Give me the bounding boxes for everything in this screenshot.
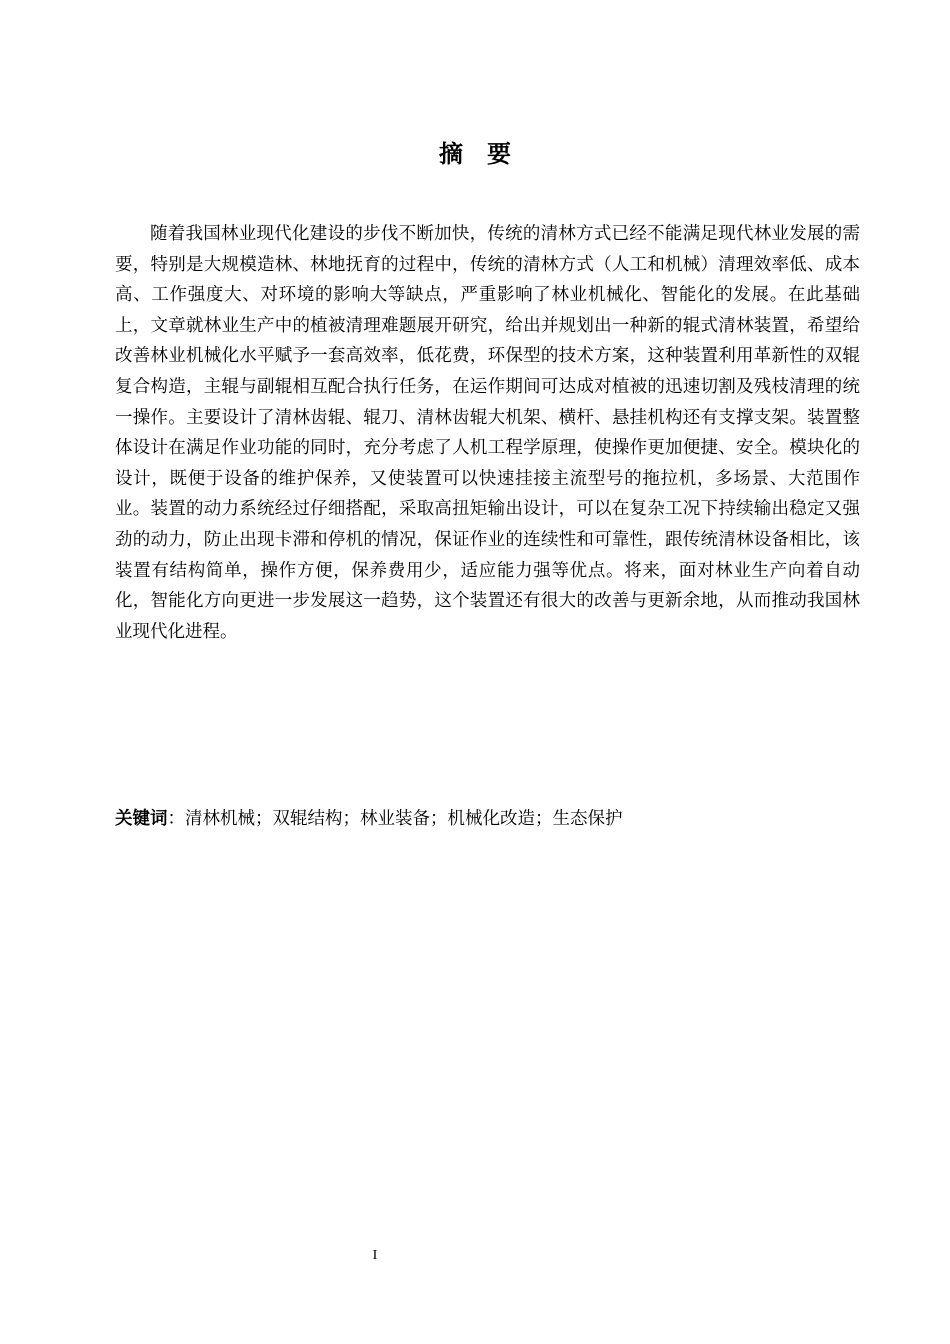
title-char-1: 摘 <box>439 140 463 168</box>
title-char-2: 要 <box>487 140 511 168</box>
keywords-label: 关键词 <box>115 809 168 829</box>
abstract-paragraph: 随着我国林业现代化建设的步伐不断加快，传统的清林方式已经不能满足现代林业发展的需要，特别是大规模造林、林地抚育的过程中，传统的清林方式（人工和机械）清理效率低、成本高、工作强度大、对环境的影响大等缺点，严重影响了林业机械化、智能化的发展。在此基础上，文章就林业生产中的植被清理难题展开研究，给出并规划出一种新的辊式清林装置，希望给改善林业机械化水平赋予一套高效率，低花费，环保型的技术方案，这种装置利用革新性的双辊复合构造，主辊与副辊相互配合执行任务，在运作期间可达成对植被的迅速切割及残枝清理的统一操作。主要设计了清林齿辊、辊刀、清林齿辊大机架、横杆、悬挂机构还有支撑支架。装置整体设计在满足作业功能的同时，充分考虑了人机工程学原理，使操作更加便捷、安全。模块化的设计，既便于设备的维护保养，又使装置可以快速挂接主流型号的拖拉机，多场景、大范围作业。装置的动力系统经过仔细搭配，采取高扭矩输出设计，可以在复杂工况下持续输出稳定又强劲的动力，防止出现卡滞和停机的情况，保证作业的连续性和可靠性，跟传统清林设备相比，该装置有结构简单，操作方便，保养费用少，适应能力强等优点。将来，面对林业生产向着自动化，智能化方向更进一步发展这一趋势，这个装置还有很大的改善与更新余地，从而推动我国林业现代化进程。 <box>115 224 860 642</box>
page-title <box>0 136 950 172</box>
page-number: I <box>372 1248 378 1263</box>
keywords-list: 清林机械；双辊结构；林业装备；机械化改造；生态保护 <box>185 809 623 829</box>
keywords-separator: ： <box>167 809 185 829</box>
keywords-line <box>115 805 860 833</box>
